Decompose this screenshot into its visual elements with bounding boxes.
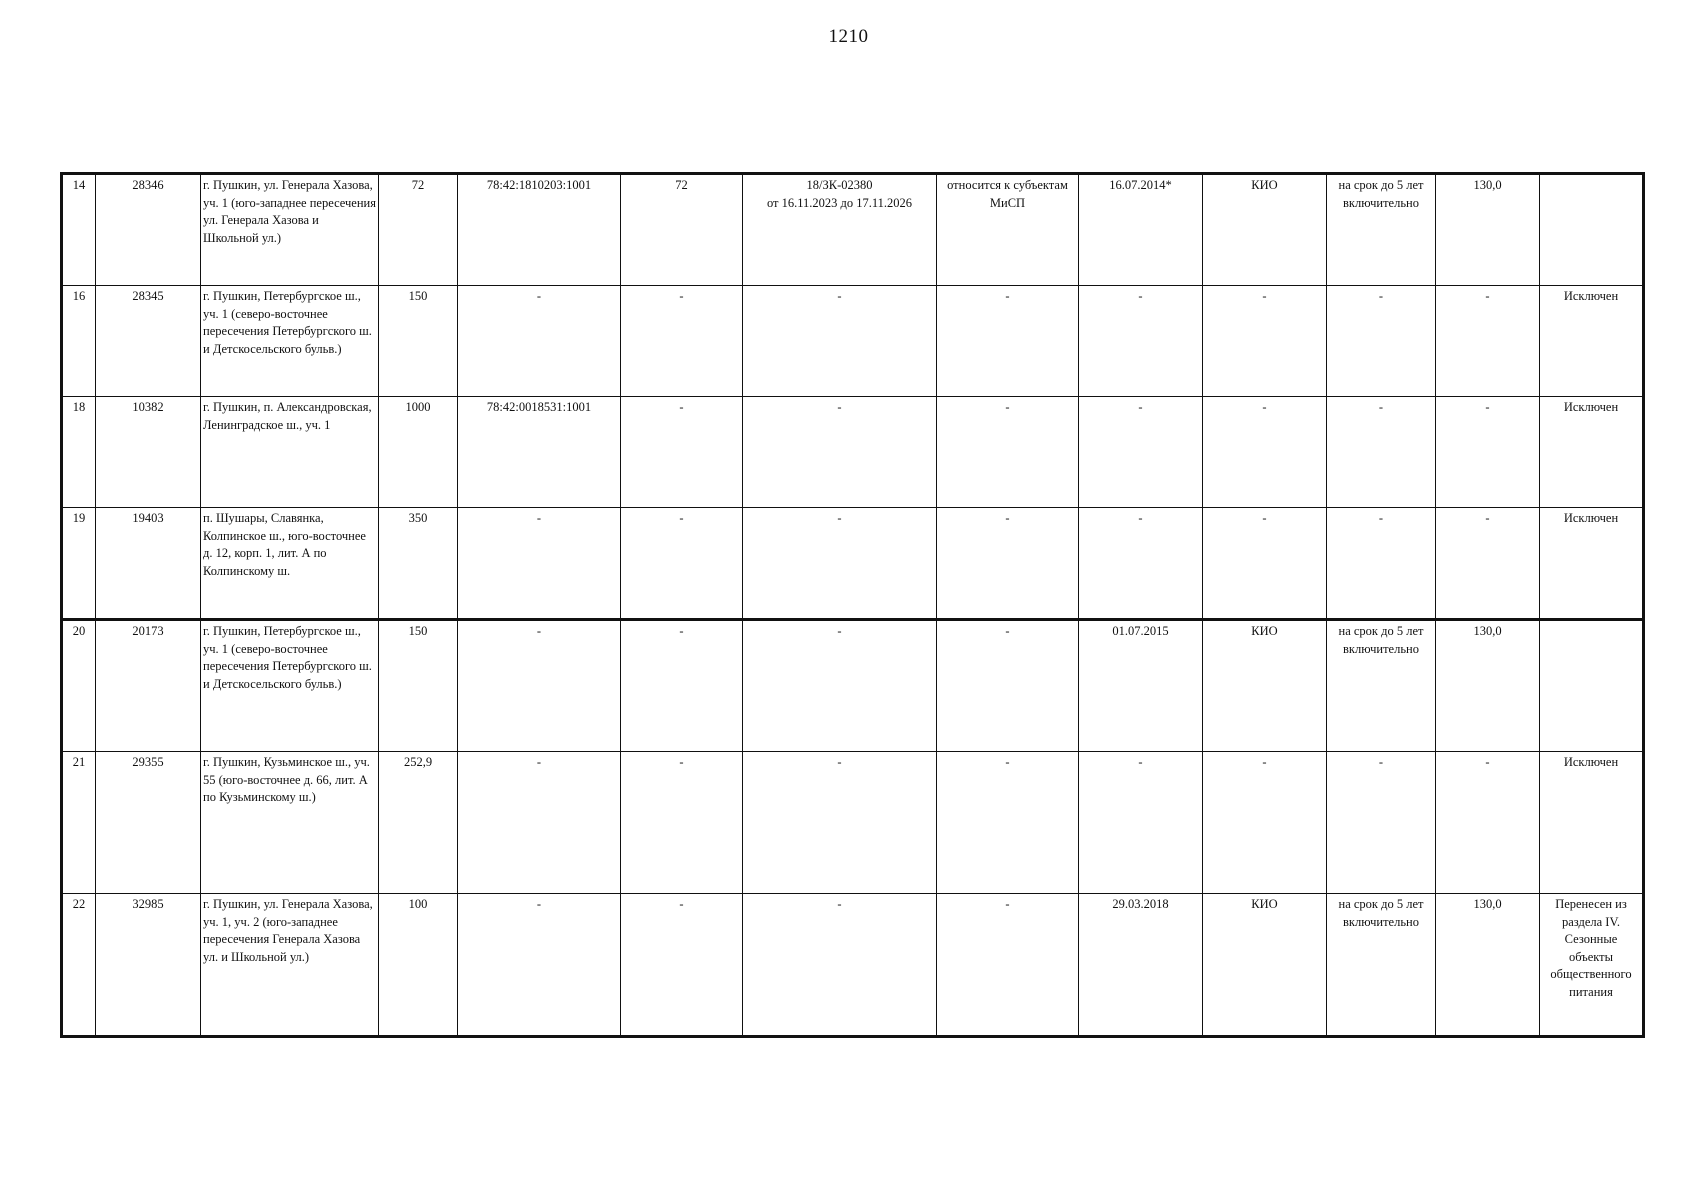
term: -	[1327, 286, 1436, 397]
term: на срок до 5 лет включительно	[1327, 620, 1436, 752]
cadastral-number: -	[458, 620, 621, 752]
status: относится к субъектам МиСП	[937, 174, 1079, 286]
table-row	[62, 286, 1644, 397]
rate: -	[1436, 397, 1540, 508]
cadastral-number: -	[458, 752, 621, 894]
rate: 130,0	[1436, 620, 1540, 752]
area: 350	[379, 508, 458, 620]
note: Перенесен из раздела IV. Сезонные объекты общественного питания	[1540, 894, 1644, 1037]
contract: -	[743, 397, 937, 508]
row-number: 16	[62, 286, 96, 397]
term: на срок до 5 лет включительно	[1327, 894, 1436, 1037]
table-row	[62, 894, 1644, 1037]
table-row	[62, 752, 1644, 894]
table-row	[62, 174, 1644, 286]
area-2: -	[621, 894, 743, 1037]
row-number: 22	[62, 894, 96, 1037]
term: -	[1327, 752, 1436, 894]
rate: 130,0	[1436, 894, 1540, 1037]
term: -	[1327, 397, 1436, 508]
row-number: 20	[62, 620, 96, 752]
term: на срок до 5 лет включительно	[1327, 174, 1436, 286]
organization: КИО	[1203, 620, 1327, 752]
organization: -	[1203, 397, 1327, 508]
object-id: 28345	[96, 286, 201, 397]
note: Исключен	[1540, 508, 1644, 620]
date: -	[1079, 752, 1203, 894]
area: 150	[379, 286, 458, 397]
area: 1000	[379, 397, 458, 508]
status: -	[937, 286, 1079, 397]
contract	[743, 174, 937, 286]
date: 29.03.2018	[1079, 894, 1203, 1037]
term: -	[1327, 508, 1436, 620]
area-2: -	[621, 508, 743, 620]
address: п. Шушары, Славянка, Колпинское ш., юго-восточнее д. 12, корп. 1, лит. А по Колпинскому ш.	[201, 508, 379, 620]
address: г. Пушкин, Петербургское ш., уч. 1 (северо-восточнее пересечения Петербургского ш. и Детскосельского бульв.)	[201, 286, 379, 397]
organization: -	[1203, 752, 1327, 894]
address: г. Пушкин, Кузьминское ш., уч. 55 (юго-восточнее д. 66, лит. А по Кузьминскому ш.)	[201, 752, 379, 894]
date: 16.07.2014*	[1079, 174, 1203, 286]
contract: -	[743, 286, 937, 397]
cadastral-number: -	[458, 508, 621, 620]
cadastral-number: 78:42:1810203:1001	[458, 174, 621, 286]
table-row	[62, 508, 1644, 620]
address: г. Пушкин, ул. Генерала Хазова, уч. 1 (юго-западнее пересечения ул. Генерала Хазова и Школьной ул.)	[201, 174, 379, 286]
row-number: 14	[62, 174, 96, 286]
note: Исключен	[1540, 397, 1644, 508]
object-id: 32985	[96, 894, 201, 1037]
note	[1540, 174, 1644, 286]
area: 100	[379, 894, 458, 1037]
status: -	[937, 894, 1079, 1037]
status: -	[937, 397, 1079, 508]
date: -	[1079, 508, 1203, 620]
contract: -	[743, 620, 937, 752]
row-number: 18	[62, 397, 96, 508]
contract: -	[743, 752, 937, 894]
status: -	[937, 752, 1079, 894]
page-number: 1210	[828, 26, 869, 47]
rate: -	[1436, 508, 1540, 620]
area-2: 72	[621, 174, 743, 286]
row-number: 21	[62, 752, 96, 894]
rate: -	[1436, 286, 1540, 397]
status: -	[937, 508, 1079, 620]
table-row	[62, 620, 1644, 752]
table-row	[62, 397, 1644, 508]
registry-table	[60, 172, 1645, 1038]
object-id: 29355	[96, 752, 201, 894]
object-id: 19403	[96, 508, 201, 620]
note	[1540, 620, 1644, 752]
status: -	[937, 620, 1079, 752]
organization: -	[1203, 286, 1327, 397]
organization: КИО	[1203, 894, 1327, 1037]
contract: -	[743, 894, 937, 1037]
address: г. Пушкин, п. Александровская, Ленинградское ш., уч. 1	[201, 397, 379, 508]
object-id: 10382	[96, 397, 201, 508]
note: Исключен	[1540, 752, 1644, 894]
organization: КИО	[1203, 174, 1327, 286]
address: г. Пушкин, Петербургское ш., уч. 1 (северо-восточнее пересечения Петербургского ш. и Детскосельского бульв.)	[201, 620, 379, 752]
area: 252,9	[379, 752, 458, 894]
area-2: -	[621, 397, 743, 508]
contract-number: 18/ЗК-02380 от 16.11.2023 до 17.11.2026	[766, 178, 913, 210]
object-id: 28346	[96, 174, 201, 286]
date: 01.07.2015	[1079, 620, 1203, 752]
organization: -	[1203, 508, 1327, 620]
contract: -	[743, 508, 937, 620]
object-id: 20173	[96, 620, 201, 752]
note: Исключен	[1540, 286, 1644, 397]
area-2: -	[621, 752, 743, 894]
cadastral-number: 78:42:0018531:1001	[458, 397, 621, 508]
area: 72	[379, 174, 458, 286]
date: -	[1079, 397, 1203, 508]
cadastral-number: -	[458, 894, 621, 1037]
rate: 130,0	[1436, 174, 1540, 286]
area-2: -	[621, 620, 743, 752]
area: 150	[379, 620, 458, 752]
rate: -	[1436, 752, 1540, 894]
area-2: -	[621, 286, 743, 397]
date: -	[1079, 286, 1203, 397]
cadastral-number: -	[458, 286, 621, 397]
address: г. Пушкин, ул. Генерала Хазова, уч. 1, уч. 2 (юго-западнее пересечения Генерала Хазова ул. и Школьной ул.)	[201, 894, 379, 1037]
row-number: 19	[62, 508, 96, 620]
